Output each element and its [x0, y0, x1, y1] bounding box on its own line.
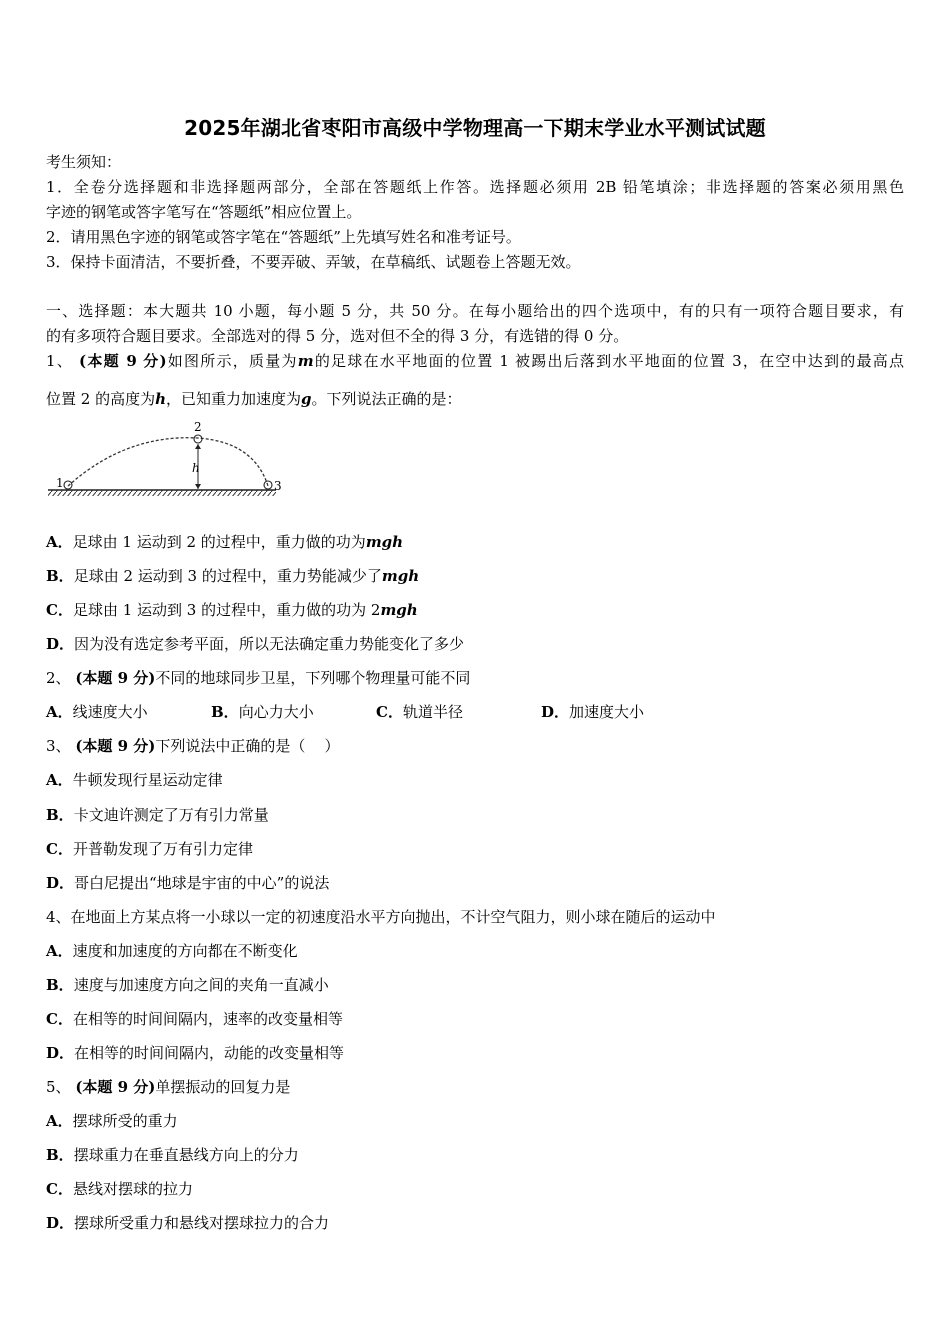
q5-stem: [46, 1077, 290, 1097]
q4-option-c-text: 在相等的时间间隔内，速率的改变量相等: [72, 1010, 343, 1028]
q4-option-b-text: 速度与加速度方向之间的夹角一直减小: [73, 976, 329, 994]
ball-position-1: [64, 481, 72, 489]
q5-option-b-label: B．: [46, 1146, 74, 1164]
section-intro-line-1: 一、选择题：本大题共 10 小题，每小题 5 分，共 50 分。在每小题给出的四个选项中，有的只有一项符合题目要求，有: [46, 302, 904, 320]
q2-option-d-label: D．: [541, 703, 570, 721]
q3-option-b-text: 卡文迪许测定了万有引力常量: [73, 806, 269, 824]
height-arrow-head-down: [195, 484, 201, 489]
q4-option-c: [46, 1009, 343, 1029]
q1-option-a-var: mgh: [365, 533, 404, 551]
q4-option-a-label: A．: [46, 942, 73, 960]
q3-option-c-label: C．: [46, 840, 73, 858]
q2-option-c-text: 轨道半径: [402, 703, 463, 721]
q3-option-a: [46, 770, 223, 790]
q4-option-b: [46, 975, 329, 995]
q4-option-d: [46, 1043, 344, 1063]
q4-option-d-text: 在相等的时间间隔内，动能的改变量相等: [74, 1044, 345, 1062]
label-position-2: 2: [194, 420, 202, 434]
q2-stem-text: 不同的地球同步卫星，下列哪个物理量可能不同: [155, 669, 471, 687]
q1-score-tag: (本题 9 分): [79, 352, 167, 370]
page-title: 2025年湖北省枣阳市高级中学物理高一下期末学业水平测试试题: [184, 116, 766, 140]
q1-var-m: m: [297, 352, 314, 370]
q3-option-b: [46, 805, 269, 825]
q3-option-c-text: 开普勒发现了万有引力定律: [72, 840, 253, 858]
q2-option-c: [376, 702, 541, 722]
notice-item-1-line-1: 1．全卷分选择题和非选择题两部分，全部在答题纸上作答。选择题必须用 2B 铅笔填涂；非选择题的答案必须用黑色: [46, 178, 904, 196]
q2-option-b-label: B．: [211, 703, 239, 721]
q1-var-g: g: [301, 390, 312, 408]
q5-option-a-label: A．: [46, 1112, 73, 1130]
q1-option-b-text: 足球由 2 运动到 3 的过程中，重力势能减少了: [73, 567, 382, 585]
q2-option-a-text: 线速度大小: [72, 703, 148, 721]
q2-option-c-label: C．: [376, 703, 403, 721]
q1-option-c: [46, 600, 418, 620]
q4-option-d-label: D．: [46, 1044, 75, 1062]
notice-item-1-line-2: 字迹的钢笔或答字笔写在“答题纸”相应位置上。: [46, 203, 362, 221]
q4-option-b-label: B．: [46, 976, 74, 994]
q3-number: 3、: [46, 737, 71, 755]
q1-number: 1、: [46, 352, 74, 370]
q1-option-d-text: 因为没有选定参考平面，所以无法确定重力势能变化了多少: [74, 635, 465, 653]
q2-option-d: [541, 702, 644, 722]
q1-option-d: [46, 634, 464, 654]
q1-stem-text-e: 。下列说法正确的是：: [311, 390, 462, 408]
q1-stem-line-2: [46, 389, 462, 409]
q1-option-c-label: C．: [46, 601, 73, 619]
q5-number: 5、: [46, 1078, 71, 1096]
notice-item-3: 3．保持卡面清洁，不要折叠，不要弄破、弄皱，在草稿纸、试题卷上答题无效。: [46, 253, 581, 271]
q4-option-c-label: C．: [46, 1010, 73, 1028]
q1-option-c-var: mgh: [380, 601, 418, 619]
q5-option-d-label: D．: [46, 1214, 75, 1232]
q5-option-a-text: 摆球所受的重力: [72, 1112, 178, 1130]
q1-option-b-var: mgh: [381, 567, 420, 585]
q2-option-d-text: 加速度大小: [569, 703, 645, 721]
q3-option-b-label: B．: [46, 806, 74, 824]
q5-option-c: [46, 1179, 193, 1199]
q3-option-d: [46, 873, 329, 893]
q1-stem-text-c: 位置 2 的高度为: [46, 390, 156, 408]
label-position-3: 3: [274, 479, 282, 493]
q2-option-a: [46, 702, 211, 722]
q3-stem: [46, 736, 339, 756]
q5-option-b: [46, 1145, 299, 1165]
q5-stem-text: 单摆振动的回复力是: [155, 1078, 291, 1096]
q1-stem-text-b: 的足球在水平地面的位置 1 被踢出后落到水平地面的位置 3，在空中达到的最高点: [313, 352, 904, 370]
q5-option-c-label: C．: [46, 1180, 73, 1198]
ball-position-2: [194, 435, 202, 443]
q1-var-h: h: [155, 390, 166, 408]
q4-option-a: [46, 941, 298, 961]
height-arrow-head-up: [195, 444, 201, 449]
q5-option-b-text: 摆球重力在垂直悬线方向上的分力: [73, 1146, 299, 1164]
q5-option-a: [46, 1111, 178, 1131]
q1-option-a: [46, 532, 403, 552]
section-intro-line-2: 的有多项符合题目要求。全部选对的得 5 分，选对但不全的得 3 分，有选错的得 0 分。: [46, 327, 629, 345]
q5-option-d: [46, 1213, 329, 1233]
label-position-1: 1: [56, 476, 64, 490]
q5-option-d-text: 摆球所受重力和悬线对摆球拉力的合力: [74, 1214, 330, 1232]
label-height-h: h: [192, 461, 200, 475]
q1-option-b-label: B．: [46, 567, 74, 585]
q2-option-a-label: A．: [46, 703, 73, 721]
q2-stem: [46, 668, 470, 688]
football-trajectory-figure: [46, 420, 286, 502]
q5-score-tag: (本题 9 分): [75, 1078, 156, 1096]
q1-option-b: [46, 566, 419, 586]
q5-option-c-text: 悬线对摆球的拉力: [72, 1180, 193, 1198]
q1-option-d-label: D．: [46, 635, 75, 653]
q4-option-a-text: 速度和加速度的方向都在不断变化: [72, 942, 298, 960]
q1-option-a-text: 足球由 1 运动到 2 的过程中，重力做的功为: [72, 533, 366, 551]
q3-option-d-label: D．: [46, 874, 75, 892]
q3-option-d-text: 哥白尼提出“地球是宇宙的中心”的说法: [74, 874, 330, 892]
q2-number: 2、: [46, 669, 71, 687]
notice-item-2: 2．请用黑色字迹的钢笔或答字笔在“答题纸”上先填写姓名和准考证号。: [46, 228, 521, 246]
notice-heading: 考生须知：: [46, 153, 122, 171]
q3-score-tag: (本题 9 分): [75, 737, 156, 755]
q3-option-a-label: A．: [46, 771, 73, 789]
q2-score-tag: (本题 9 分): [75, 669, 156, 687]
q1-stem-line-1: [46, 351, 904, 371]
q1-stem-text-d: ，已知重力加速度为: [166, 390, 302, 408]
q4-stem: 4、在地面上方某点将一小球以一定的初速度沿水平方向抛出，不计空气阻力，则小球在随后的运动中: [46, 908, 716, 926]
q3-option-c: [46, 839, 253, 859]
q3-option-a-text: 牛顿发现行星运动定律: [72, 771, 223, 789]
q2-option-b-text: 向心力大小: [238, 703, 314, 721]
q1-stem-text-a: 如图所示，质量为: [166, 352, 298, 370]
trajectory-arc: [68, 438, 268, 486]
q3-stem-text: 下列说法中正确的是（ ）: [155, 737, 340, 755]
q1-option-a-label: A．: [46, 533, 73, 551]
q1-option-c-text: 足球由 1 运动到 3 的过程中，重力做的功为 2: [72, 601, 381, 619]
ground-hatching: [48, 490, 276, 496]
q2-options: [46, 702, 644, 722]
q2-option-b: [211, 702, 376, 722]
